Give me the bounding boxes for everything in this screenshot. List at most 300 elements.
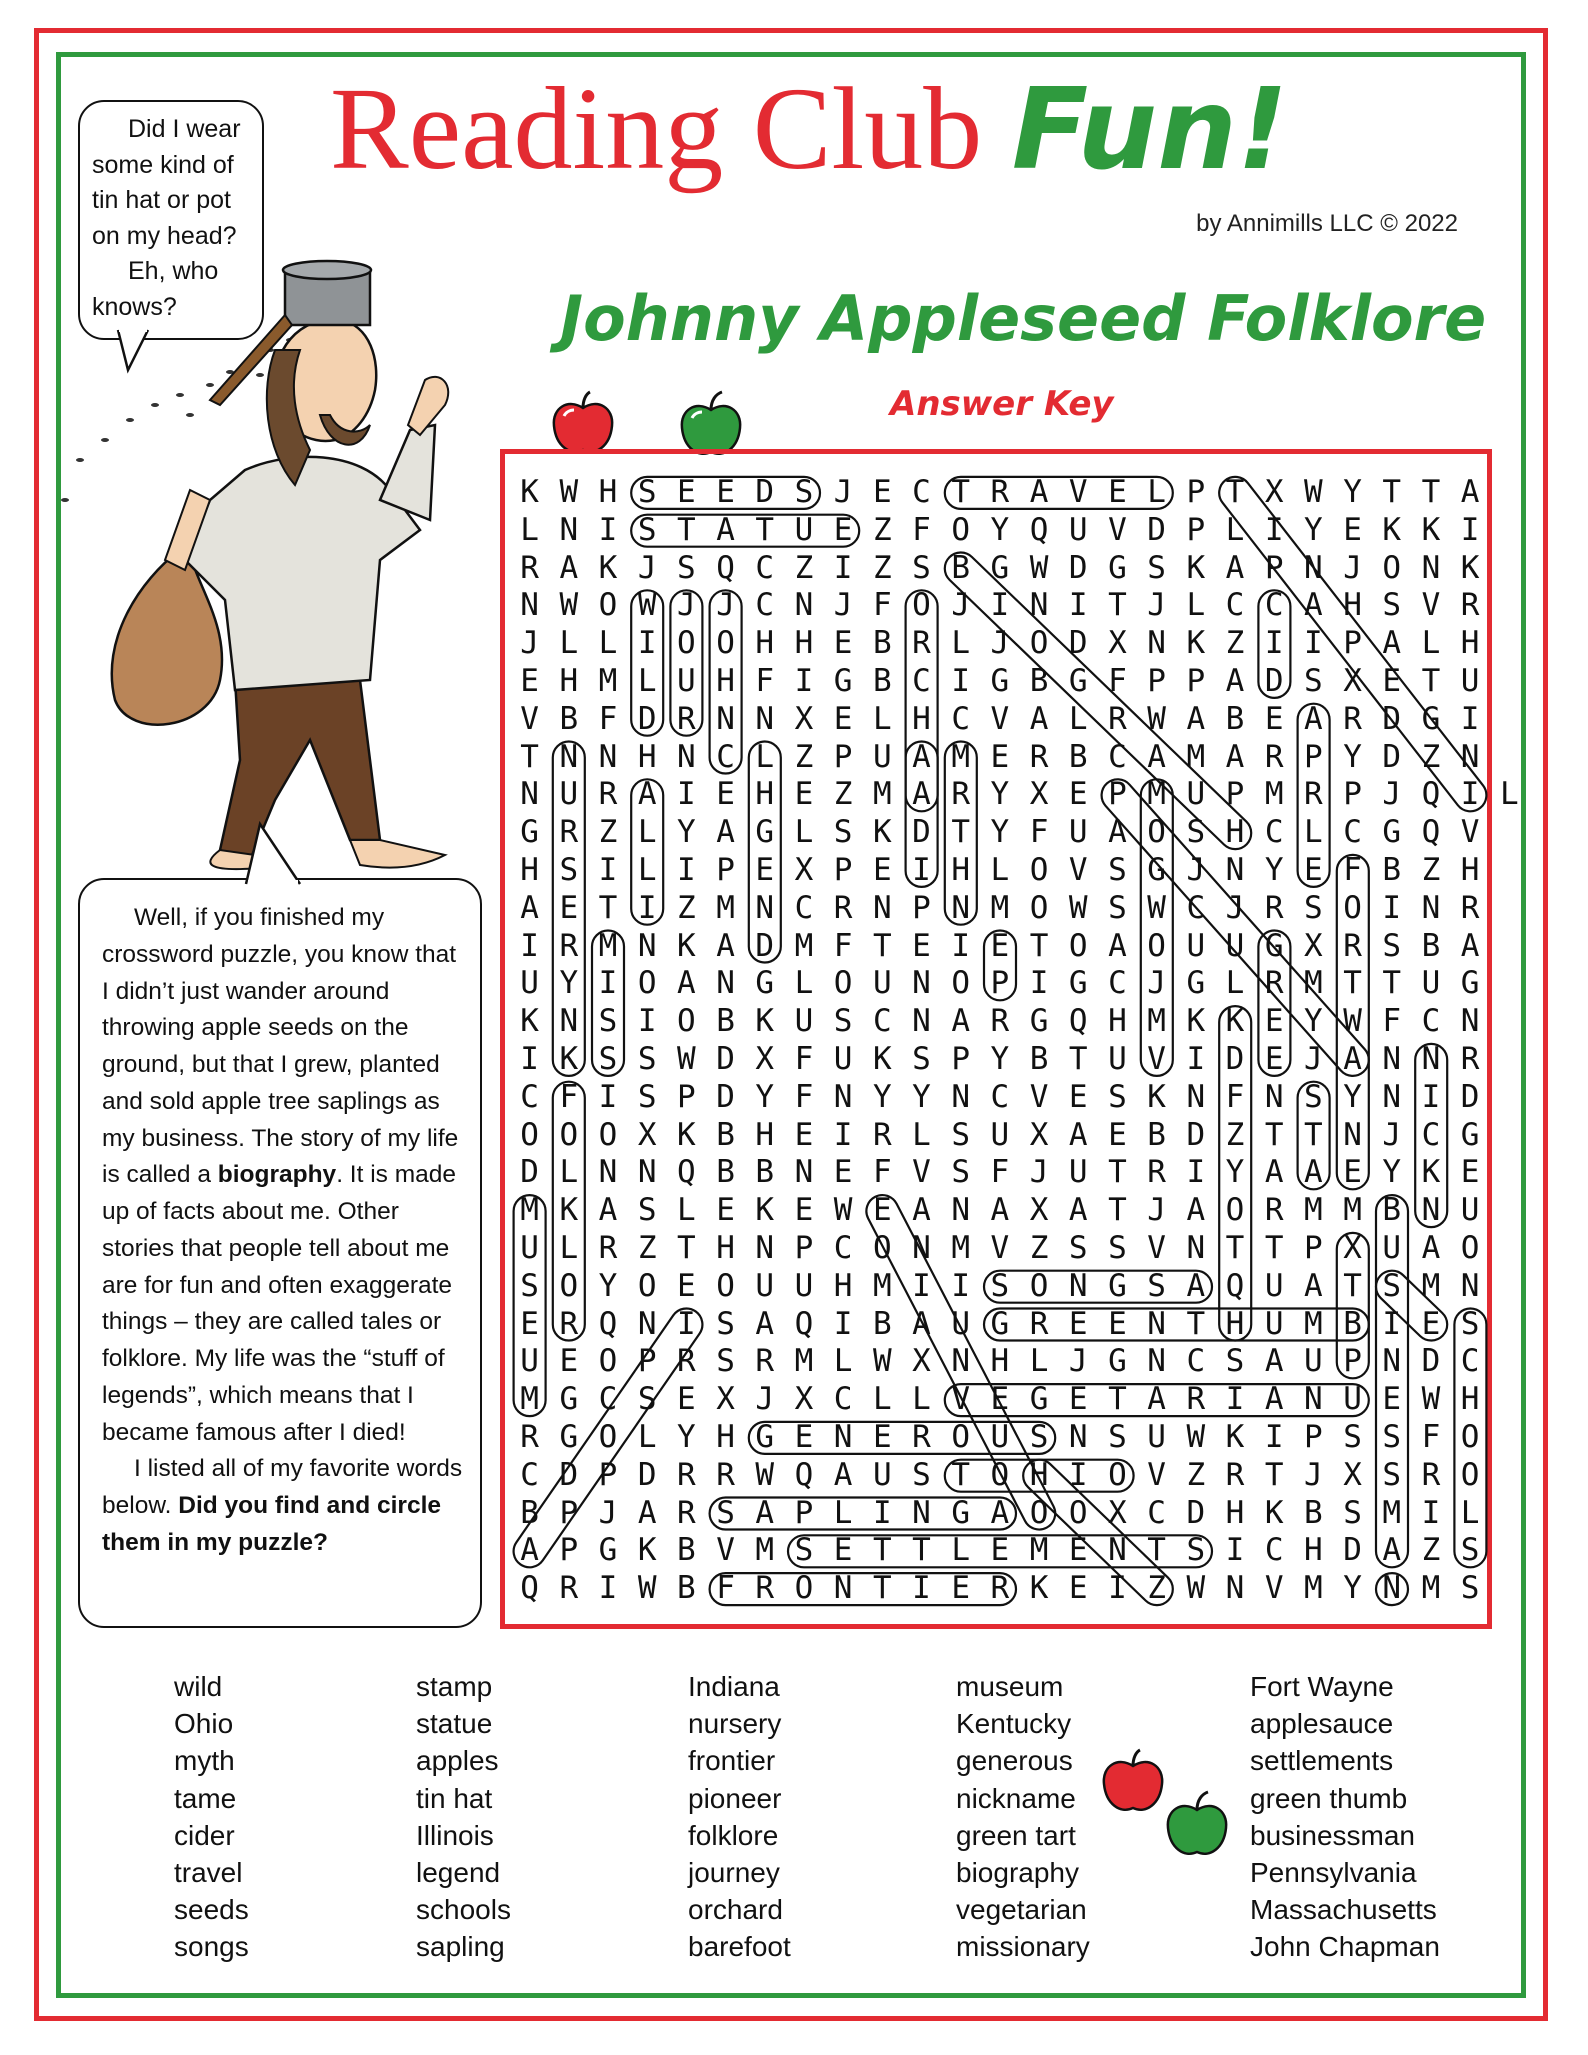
puzzle-letter: G: [559, 1418, 579, 1455]
puzzle-letter: K: [598, 549, 618, 586]
puzzle-letter: S: [912, 1456, 931, 1493]
puzzle-letter: S: [1304, 1078, 1323, 1115]
puzzle-letter: M: [1382, 1494, 1402, 1531]
puzzle-letter: U: [677, 662, 696, 699]
speech-line: tin hat or pot: [92, 186, 231, 214]
puzzle-letter: K: [559, 1040, 579, 1077]
puzzle-letter: D: [755, 474, 775, 510]
puzzle-letter: K: [1186, 549, 1206, 586]
puzzle-letter: U: [1068, 1154, 1088, 1191]
puzzle-letter: E: [833, 1532, 853, 1569]
puzzle-letter: O: [1068, 927, 1088, 964]
puzzle-letter: S: [637, 1192, 657, 1229]
puzzle-letter: O: [1460, 1456, 1480, 1493]
puzzle-letter: L: [1225, 511, 1245, 548]
puzzle-letter: X: [1029, 1192, 1049, 1229]
title-main: Reading Club: [330, 63, 983, 194]
answer-circle: [1337, 1233, 1369, 1378]
puzzle-letter: U: [1068, 814, 1088, 851]
puzzle-letter: O: [716, 1267, 735, 1304]
puzzle-letter: X: [794, 851, 814, 888]
puzzle-letter: L: [912, 1381, 931, 1418]
puzzle-letter: S: [1304, 889, 1323, 926]
puzzle-letter: E: [1108, 1305, 1127, 1342]
puzzle-letter: M: [794, 927, 814, 964]
puzzle-letter: Z: [1147, 1570, 1166, 1607]
puzzle-letter: E: [559, 889, 579, 926]
puzzle-letter: A: [1225, 662, 1245, 699]
puzzle-letter: O: [951, 1418, 970, 1455]
puzzle-letter: D: [637, 700, 657, 737]
puzzle-letter: I: [912, 1267, 931, 1304]
puzzle-letter: W: [833, 1192, 853, 1229]
puzzle-letter: A: [520, 1532, 539, 1569]
puzzle-letter: R: [1343, 927, 1362, 964]
puzzle-letter: A: [1068, 1192, 1088, 1229]
puzzle-letter: N: [716, 700, 735, 737]
puzzle-letter: I: [598, 851, 618, 888]
puzzle-letter: E: [794, 1192, 814, 1229]
puzzle-letter: I: [1421, 1078, 1441, 1115]
puzzle-letter: I: [520, 927, 539, 964]
puzzle-letter: V: [912, 1154, 931, 1191]
green-apple-icon: [1162, 1788, 1232, 1863]
puzzle-letter: U: [794, 1003, 814, 1040]
puzzle-letter: E: [833, 700, 853, 737]
puzzle-letter: H: [716, 1229, 735, 1266]
puzzle-letter: T: [1304, 1116, 1323, 1153]
puzzle-letter: U: [1460, 662, 1480, 699]
answer-circle: [1213, 470, 1493, 817]
speech-line: on my head?: [92, 221, 237, 250]
puzzle-letter: G: [1068, 965, 1088, 1002]
puzzle-letter: E: [1108, 474, 1127, 510]
puzzle-letter: L: [637, 1418, 657, 1455]
puzzle-letter: M: [1304, 1192, 1323, 1229]
puzzle-letter: Q: [794, 1305, 814, 1342]
answer-circle: [788, 1535, 1212, 1567]
puzzle-letter: K: [520, 1003, 539, 1040]
puzzle-letter: R: [833, 889, 853, 926]
puzzle-letter: D: [1225, 1040, 1245, 1077]
puzzle-letter: N: [1225, 1570, 1245, 1607]
puzzle-letter: L: [637, 851, 657, 888]
puzzle-letter: T: [1225, 474, 1245, 510]
puzzle-letter: R: [1264, 889, 1284, 926]
puzzle-letter: X: [1343, 662, 1362, 699]
puzzle-letter: K: [1225, 1003, 1245, 1040]
puzzle-letter: D: [1460, 1078, 1480, 1115]
puzzle-letter: S: [637, 1040, 657, 1077]
puzzle-letter: K: [677, 927, 696, 964]
byline: by Annimills LLC © 2022: [1196, 210, 1458, 237]
puzzle-letter: R: [559, 814, 579, 851]
puzzle-letter: W: [1186, 1570, 1206, 1607]
puzzle-letter: R: [1186, 1381, 1206, 1418]
puzzle-letter: U: [1382, 1229, 1402, 1266]
word-list-item: cider: [174, 1819, 235, 1851]
puzzle-letter: N: [872, 889, 892, 926]
puzzle-letter: C: [1343, 814, 1362, 851]
puzzle-letter: I: [598, 1570, 618, 1607]
puzzle-letter: H: [1304, 1532, 1323, 1569]
puzzle-letter: N: [833, 1418, 853, 1455]
puzzle-letter: A: [1225, 738, 1245, 775]
puzzle-letter: N: [755, 1229, 775, 1266]
puzzle-letter: C: [1264, 587, 1284, 624]
puzzle-letter: N: [755, 889, 775, 926]
puzzle-letter: R: [1421, 1456, 1441, 1493]
puzzle-letter: C: [1421, 1003, 1441, 1040]
puzzle-letter: S: [1147, 549, 1166, 586]
puzzle-letter: U: [1304, 1343, 1323, 1380]
puzzle-letter: Z: [598, 814, 618, 851]
red-apple-icon: [1098, 1748, 1168, 1818]
answer-circle: [514, 1195, 546, 1416]
puzzle-letter: H: [559, 662, 579, 699]
answer-circle: [1454, 1309, 1486, 1568]
puzzle-letter: V: [951, 1381, 970, 1418]
puzzle-letter: E: [1068, 1570, 1088, 1607]
puzzle-letter: A: [1382, 625, 1402, 662]
puzzle-letter: L: [833, 1494, 853, 1531]
puzzle-letter: Y: [677, 814, 696, 851]
puzzle-letter: S: [559, 851, 579, 888]
puzzle-letter: E: [1068, 1381, 1088, 1418]
puzzle-letter: C: [1186, 1343, 1206, 1380]
puzzle-letter: M: [1304, 1570, 1323, 1607]
puzzle-letter: C: [1108, 965, 1127, 1002]
puzzle-letter: M: [1304, 965, 1323, 1002]
puzzle-letter: Z: [637, 1229, 657, 1266]
puzzle-letter: Z: [794, 549, 814, 586]
puzzle-letter: S: [1343, 1494, 1362, 1531]
puzzle-letter: U: [1186, 927, 1206, 964]
answer-circle: [938, 546, 1258, 856]
puzzle-letter: R: [1029, 1305, 1049, 1342]
puzzle-letter: T: [872, 927, 892, 964]
puzzle-letter: I: [951, 927, 970, 964]
puzzle-letter: I: [951, 662, 970, 699]
word-list-item: green tart: [956, 1819, 1076, 1851]
puzzle-letter: H: [637, 738, 657, 775]
puzzle-letter: K: [755, 1192, 775, 1229]
puzzle-letter: N: [559, 738, 579, 775]
puzzle-letter: E: [794, 1418, 814, 1455]
puzzle-letter: Y: [1382, 1154, 1402, 1191]
puzzle-letter: H: [1225, 1305, 1245, 1342]
puzzle-letter: O: [1382, 549, 1402, 586]
answer-circle: [1095, 773, 1375, 1083]
puzzle-letter: A: [1264, 1381, 1284, 1418]
puzzle-letter: I: [951, 1267, 970, 1304]
puzzle-letter: A: [637, 776, 657, 813]
puzzle-letter: O: [1147, 814, 1166, 851]
puzzle-letter: I: [1186, 1040, 1206, 1077]
puzzle-letter: I: [1264, 625, 1284, 662]
puzzle-letter: R: [951, 776, 970, 813]
puzzle-letter: Z: [1186, 1456, 1206, 1493]
puzzle-letter: B: [872, 1305, 892, 1342]
puzzle-letter: I: [1186, 1154, 1206, 1191]
puzzle-letter: T: [1421, 474, 1441, 510]
word-list-item: seeds: [174, 1894, 249, 1926]
puzzle-letter: V: [1421, 587, 1441, 624]
puzzle-letter: M: [1343, 1192, 1362, 1229]
puzzle-letter: Q: [677, 1154, 696, 1191]
puzzle-letter: Z: [1225, 1116, 1245, 1153]
puzzle-letter: T: [520, 738, 539, 775]
puzzle-letter: K: [1029, 1570, 1049, 1607]
puzzle-letter: V: [1264, 1570, 1284, 1607]
puzzle-letter: S: [1460, 1570, 1480, 1607]
answer-circle: [553, 742, 585, 1076]
puzzle-letter: F: [1029, 814, 1049, 851]
puzzle-letter: L: [872, 700, 892, 737]
puzzle-letter: C: [1460, 1343, 1480, 1380]
puzzle-letter: F: [872, 587, 892, 624]
puzzle-letter: L: [677, 1192, 696, 1229]
puzzle-letter: A: [1225, 549, 1245, 586]
puzzle-letter: R: [1264, 965, 1284, 1002]
puzzle-letter: R: [1108, 700, 1127, 737]
puzzle-letter: I: [833, 1116, 853, 1153]
puzzle-letter: T: [951, 474, 970, 510]
puzzle-letter: S: [1108, 1078, 1127, 1115]
puzzle-letter: T: [1382, 474, 1402, 510]
puzzle-letter: E: [794, 1116, 814, 1153]
answer-circles-layer: [510, 474, 1490, 1614]
word-list-column-5: [1250, 1668, 1440, 1966]
puzzle-letter: T: [1343, 965, 1362, 1002]
puzzle-letter: P: [1343, 1343, 1362, 1380]
puzzle-letter: A: [990, 1192, 1010, 1229]
puzzle-letter: F: [716, 1570, 735, 1607]
puzzle-letter: Y: [1343, 474, 1362, 510]
puzzle-letter: G: [1108, 1267, 1127, 1304]
answer-circle: [1219, 1006, 1251, 1340]
puzzle-letter: S: [794, 1532, 814, 1569]
puzzle-letter: S: [951, 1154, 970, 1191]
puzzle-letter: U: [1186, 776, 1206, 813]
puzzle-letter: J: [1304, 1040, 1323, 1077]
puzzle-letter: R: [677, 700, 696, 737]
puzzle-letter: J: [1304, 1456, 1323, 1493]
puzzle-letter: R: [1304, 776, 1323, 813]
puzzle-letter: J: [1186, 851, 1206, 888]
puzzle-letter: N: [1029, 587, 1049, 624]
answer-circle: [1369, 1264, 1453, 1347]
puzzle-letter: L: [1068, 700, 1088, 737]
puzzle-letter: L: [598, 625, 618, 662]
puzzle-letter: E: [520, 1305, 539, 1342]
puzzle-letter: L: [794, 965, 814, 1002]
puzzle-letter: L: [1304, 814, 1323, 851]
puzzle-letter: S: [716, 1305, 735, 1342]
puzzle-letter: F: [1382, 1003, 1402, 1040]
puzzle-letter: R: [1264, 1192, 1284, 1229]
puzzle-letter: N: [1304, 1381, 1323, 1418]
puzzle-letter: U: [1068, 511, 1088, 548]
puzzle-letter: O: [598, 1343, 618, 1380]
puzzle-letter: Q: [1029, 511, 1049, 548]
speech-line: some kind of: [92, 150, 234, 179]
puzzle-letter: A: [912, 1192, 931, 1229]
puzzle-letter: O: [598, 1116, 618, 1153]
puzzle-letter: L: [951, 1532, 970, 1569]
puzzle-letter: A: [755, 1305, 775, 1342]
puzzle-letter: G: [755, 965, 775, 1002]
puzzle-letter: R: [598, 1229, 618, 1266]
speech-line: knows?: [92, 292, 177, 321]
puzzle-letter: S: [1186, 1532, 1206, 1569]
biography-term: biography: [217, 1161, 337, 1189]
puzzle-letter: M: [755, 1532, 775, 1569]
puzzle-letter: A: [637, 1494, 657, 1531]
puzzle-letter: A: [598, 1192, 618, 1229]
word-list-item: biography: [956, 1857, 1079, 1889]
puzzle-letter: E: [1264, 1040, 1284, 1077]
puzzle-letter: P: [677, 1078, 696, 1115]
puzzle-letter: C: [598, 1381, 618, 1418]
puzzle-letter: S: [912, 1040, 931, 1077]
puzzle-letter: S: [677, 549, 696, 586]
answer-circle: [631, 779, 663, 924]
puzzle-letter: K: [1460, 549, 1480, 586]
puzzle-letter: A: [1068, 1116, 1088, 1153]
puzzle-letter: G: [755, 814, 775, 851]
answer-circle: [1376, 1573, 1408, 1605]
puzzle-letter: Q: [716, 549, 735, 586]
puzzle-letter: G: [1029, 1003, 1049, 1040]
puzzle-letter: F: [755, 662, 775, 699]
puzzle-letter: V: [520, 700, 539, 737]
puzzle-letter: V: [1068, 851, 1088, 888]
puzzle-letter: R: [716, 1456, 735, 1493]
puzzle-letter: C: [716, 738, 735, 775]
puzzle-letter: O: [1225, 1192, 1245, 1229]
puzzle-letter: O: [951, 965, 970, 1002]
puzzle-letter: S: [912, 549, 931, 586]
puzzle-letter: K: [1421, 511, 1441, 548]
puzzle-letter: Q: [520, 1570, 539, 1607]
puzzle-letter: O: [559, 1267, 579, 1304]
puzzle-letter: N: [1068, 1418, 1088, 1455]
puzzle-letter: I: [637, 625, 657, 662]
puzzle-letter: B: [677, 1532, 696, 1569]
puzzle-letter: S: [1147, 1267, 1166, 1304]
puzzle-letter: V: [1460, 814, 1480, 851]
puzzle-letter: S: [1382, 1267, 1402, 1304]
puzzle-letter: B: [716, 1154, 735, 1191]
puzzle-letter: E: [872, 474, 892, 510]
answer-circle: [984, 931, 1016, 1001]
puzzle-letter: F: [912, 511, 931, 548]
puzzle-letter: A: [716, 814, 735, 851]
speech-line: Did I wear: [128, 115, 241, 143]
puzzle-letter: C: [990, 1078, 1010, 1115]
word-list-item: vegetarian: [956, 1894, 1087, 1926]
puzzle-letter: S: [1304, 662, 1323, 699]
puzzle-letter: I: [794, 662, 814, 699]
puzzle-letter: I: [1068, 1456, 1088, 1493]
puzzle-letter: W: [1186, 1418, 1206, 1455]
puzzle-letter: R: [755, 1343, 775, 1380]
word-list-item: tin hat: [416, 1782, 493, 1814]
puzzle-letter: P: [1147, 662, 1166, 699]
word-list-item: John Chapman: [1250, 1931, 1440, 1963]
puzzle-letter: O: [677, 1003, 696, 1040]
puzzle-letter: I: [1225, 1532, 1245, 1569]
puzzle-letter: K: [637, 1532, 657, 1569]
puzzle-letter: E: [677, 1381, 696, 1418]
puzzle-letter: D: [559, 1456, 579, 1493]
puzzle-letter: Z: [1421, 851, 1441, 888]
puzzle-letter: G: [1108, 549, 1127, 586]
puzzle-letter: N: [951, 1078, 970, 1115]
puzzle-letter: L: [794, 814, 814, 851]
word-list-item: generous: [956, 1745, 1073, 1777]
puzzle-letter: K: [520, 474, 539, 510]
puzzle-letter: A: [1343, 1040, 1362, 1077]
answer-circle: [984, 1271, 1212, 1303]
puzzle-letter: U: [794, 511, 814, 548]
puzzle-letter: T: [755, 511, 775, 548]
puzzle-letter: B: [1225, 700, 1245, 737]
word-list-item: missionary: [956, 1931, 1090, 1963]
puzzle-letter: W: [1147, 700, 1166, 737]
puzzle-letter: M: [1147, 1003, 1166, 1040]
puzzle-letter: E: [1382, 1381, 1402, 1418]
puzzle-letter: V: [716, 1532, 735, 1569]
puzzle-letter: P: [637, 1343, 657, 1380]
puzzle-letter: F: [872, 1154, 892, 1191]
puzzle-letter: N: [1421, 549, 1441, 586]
puzzle-letter: G: [1460, 1116, 1480, 1153]
puzzle-letter: E: [990, 1532, 1010, 1569]
puzzle-letter: G: [559, 1381, 579, 1418]
puzzle-letter: U: [833, 1040, 853, 1077]
puzzle-letter: T: [1068, 1040, 1088, 1077]
puzzle-letter: G: [951, 1494, 970, 1531]
puzzle-letter: O: [1029, 625, 1049, 662]
puzzle-letter: N: [912, 965, 931, 1002]
puzzle-letter: G: [520, 814, 539, 851]
puzzle-letter: W: [637, 1570, 657, 1607]
puzzle-letter: W: [677, 1040, 696, 1077]
puzzle-letter: N: [1264, 1078, 1284, 1115]
puzzle-letter: R: [990, 1003, 1010, 1040]
puzzle-letter: A: [1460, 474, 1480, 510]
puzzle-letter: O: [1108, 1456, 1127, 1493]
puzzle-letter: E: [716, 776, 735, 813]
puzzle-letter: W: [1304, 474, 1323, 510]
puzzle-letter: B: [1304, 1494, 1323, 1531]
puzzle-letter: Y: [1304, 511, 1323, 548]
instruction-paragraph: [102, 1451, 464, 1561]
puzzle-letter: E: [794, 776, 814, 813]
answer-circle: [945, 477, 1173, 509]
word-list-item: green thumb: [1250, 1782, 1408, 1814]
puzzle-letter: N: [559, 1003, 579, 1040]
puzzle-letter: A: [1186, 1192, 1206, 1229]
puzzle-letter: C: [1147, 1494, 1166, 1531]
puzzle-letter: U: [872, 1456, 892, 1493]
puzzle-letter: Z: [794, 738, 814, 775]
puzzle-letter: S: [1343, 1418, 1362, 1455]
puzzle-letter: V: [1108, 511, 1127, 548]
puzzle-letter: I: [677, 776, 696, 813]
